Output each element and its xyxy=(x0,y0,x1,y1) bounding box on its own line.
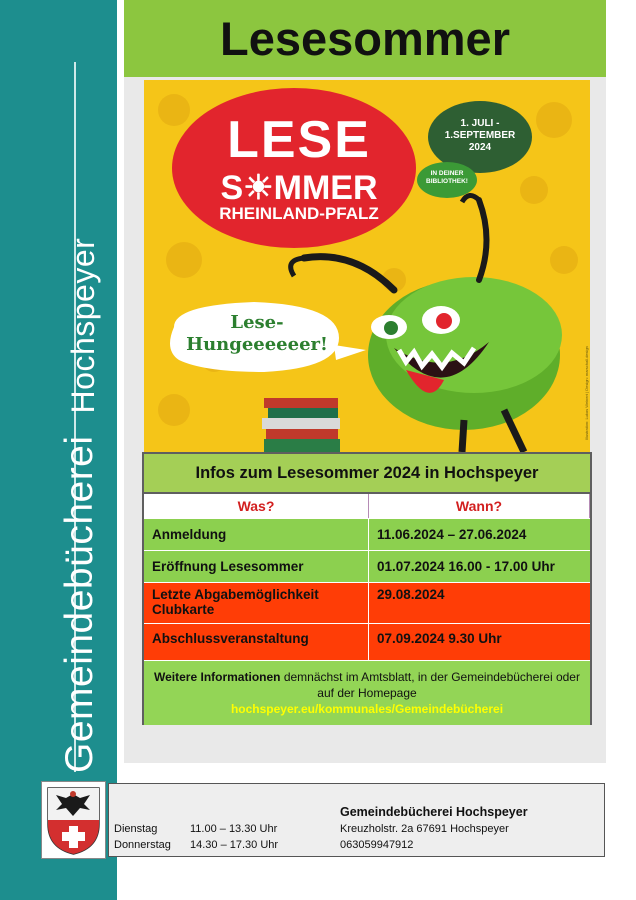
hours-row xyxy=(114,823,314,839)
poster xyxy=(144,80,590,452)
library-address: Kreuzholstr. 2a 67691 Hochspeyer xyxy=(340,823,509,835)
row-when: 29.08.2024 xyxy=(369,583,590,623)
table-row xyxy=(144,624,590,661)
column-header-when: Wann? xyxy=(369,494,590,518)
contact-box xyxy=(108,783,605,857)
homepage-link[interactable]: hochspeyer.eu/kommunales/Gemeindebücherei xyxy=(230,702,504,716)
row-when: 01.07.2024 16.00 - 17.00 Uhr xyxy=(369,551,590,582)
hours-time: 14.30 – 17.30 Uhr xyxy=(190,839,279,851)
date-badge-text: 1. JULI - 1.SEPTEMBER 2024 xyxy=(444,118,516,153)
row-what: Anmeldung xyxy=(144,519,369,550)
sidebar-word-town: Hochspeyer xyxy=(65,237,101,414)
sidebar-title xyxy=(58,238,102,773)
page-title: Lesesommer xyxy=(220,12,510,65)
info-table-header-row xyxy=(144,494,590,519)
footer-text: demnächst im Amtsblatt, in der Gemeindebücherei oder auf der Homepage xyxy=(280,670,580,700)
footer-strong: Weitere Informationen xyxy=(154,670,281,684)
column-header-what: Was? xyxy=(144,494,369,518)
info-table-title: Infos zum Lesesommer 2024 in Hochspeyer xyxy=(144,454,590,494)
book-stack xyxy=(262,398,340,452)
sidebar-word-library: Gemeindebücherei xyxy=(58,435,101,773)
row-when: 07.09.2024 9.30 Uhr xyxy=(369,624,590,660)
row-when: 11.06.2024 – 27.06.2024 xyxy=(369,519,590,550)
library-name: Gemeindebücherei Hochspeyer xyxy=(340,805,528,819)
info-table-footer xyxy=(144,661,590,725)
row-what: Eröffnung Lesesommer xyxy=(144,551,369,582)
table-row xyxy=(144,583,590,624)
coat-of-arms-icon xyxy=(42,782,105,858)
opening-hours xyxy=(114,823,314,855)
table-row xyxy=(144,519,590,551)
hours-time: 11.00 – 13.30 Uhr xyxy=(190,823,278,835)
coat-of-arms xyxy=(41,781,106,859)
logo-region: RHEINLAND-PFALZ xyxy=(219,204,379,223)
sidebar xyxy=(0,0,117,900)
row-what: Letzte Abgabemöglichkeit Clubkarte xyxy=(144,583,369,623)
poster-credit: Illustration: Lukas Weinert | Design: marschall.design xyxy=(584,346,589,440)
library-phone: 063059947912 xyxy=(340,839,414,851)
title-bar xyxy=(124,0,606,77)
logo-word-sommer: S☀MMER xyxy=(220,169,378,207)
hours-row xyxy=(114,839,314,855)
speech-bubble-text: Lese- Hungeeeeeer! xyxy=(186,312,328,355)
hours-day: Dienstag xyxy=(114,823,158,835)
info-table xyxy=(142,452,592,725)
logo-word-lese: LESE xyxy=(227,111,371,169)
library-badge-text: IN DEINER BIBLIOTHEK! xyxy=(426,170,468,185)
table-row xyxy=(144,551,590,583)
row-what: Abschlussveranstaltung xyxy=(144,624,369,660)
hours-day: Donnerstag xyxy=(114,839,171,851)
